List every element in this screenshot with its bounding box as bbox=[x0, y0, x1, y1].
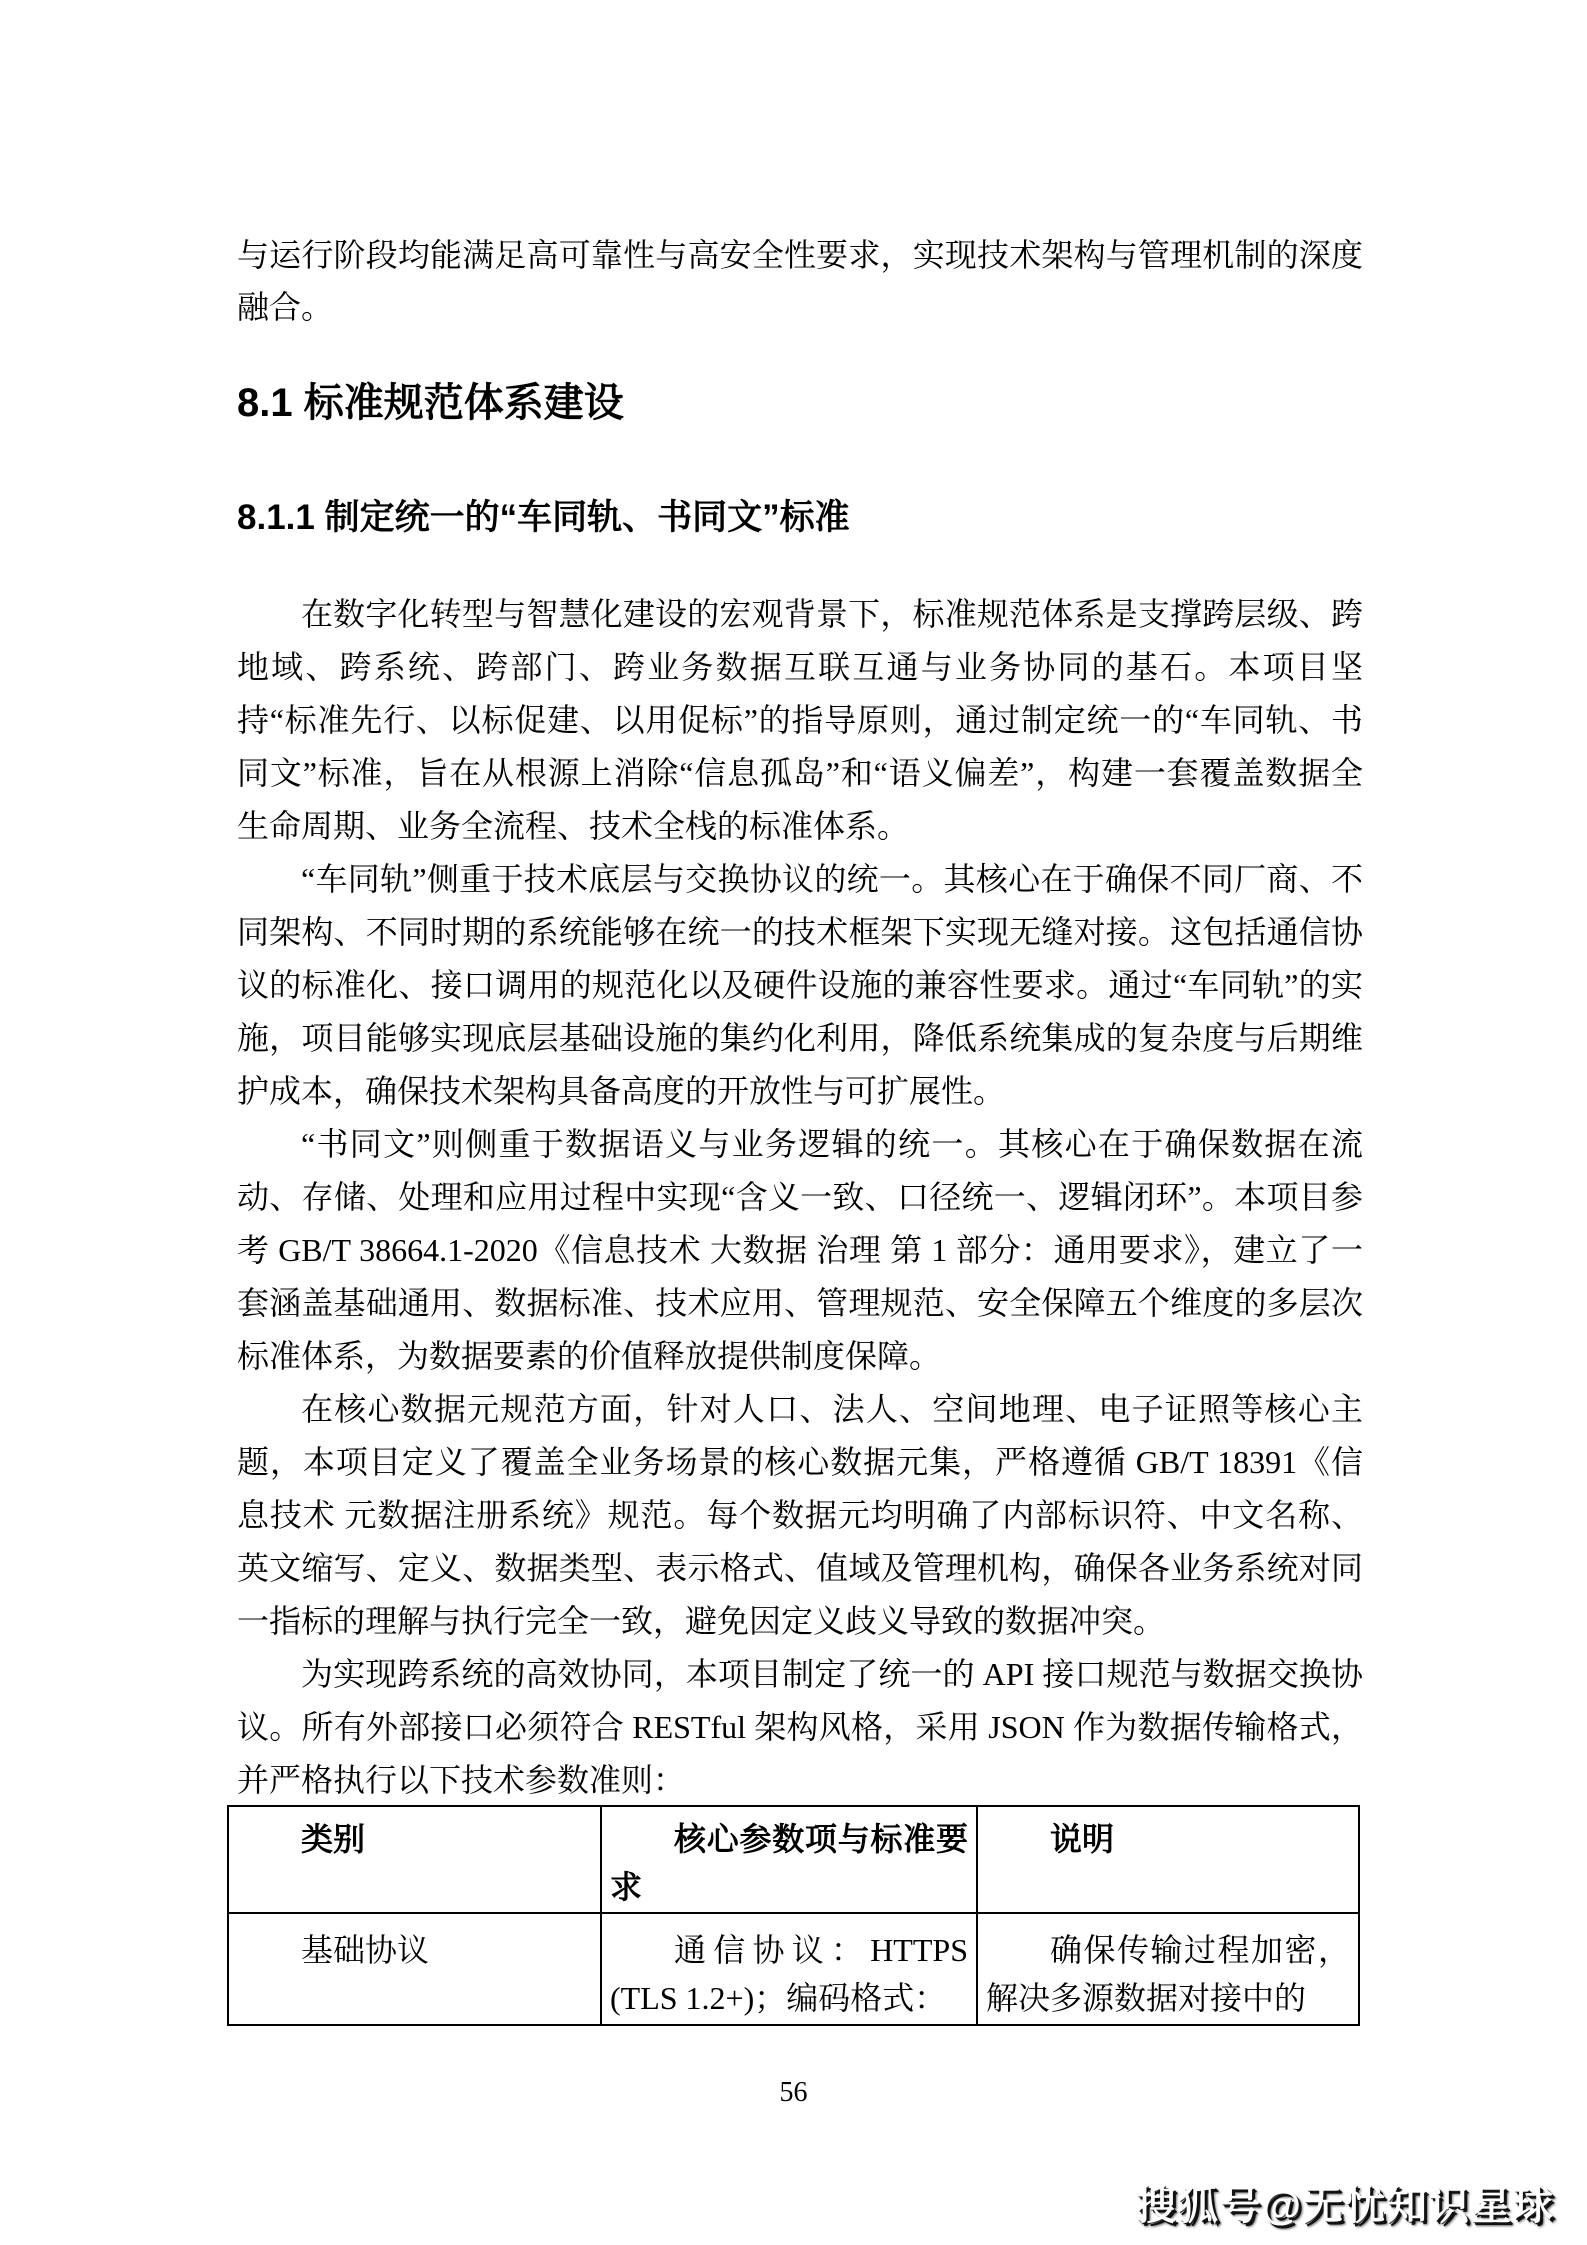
page-number: 56 bbox=[779, 2077, 808, 2108]
intro-continuation-paragraph: 与运行阶段均能满足高可靠性与高安全性要求，实现技术架构与管理机制的深度融合。 bbox=[237, 237, 1363, 325]
table-row bbox=[228, 1913, 1359, 2025]
paragraph-chetonggui: “车同轨”侧重于技术底层与交换协议的统一。其核心在于确保不同厂商、不同架构、不同时期的系统能够在统一的技术框架下实现无缝对接。这包括通信协议的标准化、接口调用的规范化以及硬件设施的兼容性要求。通过“车同轨”的实施，项目能够实现底层基础设施的集约化利用，降低系统集成的复杂度与后期维护成本，确保技术架构具备高度的开放性与可扩展性。 bbox=[237, 861, 1363, 1109]
parameters-table bbox=[227, 1805, 1360, 2026]
table-header-row bbox=[228, 1806, 1359, 1913]
paragraph-shutongwen: “书同文”则侧重于数据语义与业务逻辑的统一。其核心在于确保数据在流动、存储、处理和应用过程中实现“含义一致、口径统一、逻辑闭环”。本项目参考 GB/T 38664.1-2020《信息技术 大数据 治理 第 1 部分：通用要求》，建立了一套涵盖基础通用、数据标准、技术应用、管理规范、安全保障五个维度的多层次标准体系，为数据要素的价值释放提供制度保障。 bbox=[237, 1126, 1363, 1374]
paragraph-standards-background: 在数字化转型与智慧化建设的宏观背景下，标准规范体系是支撑跨层级、跨地域、跨系统、跨部门、跨业务数据互联互通与业务协同的基石。本项目坚持“标准先行、以标促建、以用促标”的指导原则，通过制定统一的“车同轨、书同文”标准，旨在从根源上消除“信息孤岛”和“语义偏差”，构建一套覆盖数据全生命周期、业务全流程、技术全栈的标准体系。 bbox=[237, 596, 1363, 844]
cell-category: 基础协议 bbox=[228, 1913, 601, 2025]
paragraph-core-data-element: 在核心数据元规范方面，针对人口、法人、空间地理、电子证照等核心主题，本项目定义了覆盖全业务场景的核心数据元集，严格遵循 GB/T 18391《信息技术 元数据注册系统》规范。每个数据元均明确了内部标识符、中文名称、英文缩写、定义、数据类型、表示格式、值域及管理机构，确保各业务系统对同一指标的理解与执行完全一致，避免因定义歧义导致的数据冲突。 bbox=[237, 1391, 1363, 1639]
cell-parameters: 通信协议：HTTPS (TLS 1.2+)；编码格式： bbox=[601, 1913, 977, 2025]
section-heading: 8.1 标准规范体系建设 bbox=[237, 381, 624, 425]
paragraph-api-standards: 为实现跨系统的高效协同，本项目制定了统一的 API 接口规范与数据交换协议。所有外部接口必须符合 RESTful 架构风格，采用 JSON 作为数据传输格式，并严格执行以下技术参数准则： bbox=[237, 1656, 1363, 1798]
body-paragraphs bbox=[237, 588, 1363, 1807]
header-cell-parameters: 核心参数项与标准要求 bbox=[601, 1806, 977, 1913]
header-cell-description: 说明 bbox=[977, 1806, 1359, 1913]
cell-description: 确保传输过程加密，解决多源数据对接中的 bbox=[977, 1913, 1359, 2025]
watermark-text: 搜狐号@无忧知识星球 bbox=[1135, 2184, 1555, 2228]
subsection-heading: 8.1.1 制定统一的“车同轨、书同文”标准 bbox=[237, 498, 850, 537]
header-cell-category: 类别 bbox=[228, 1806, 601, 1913]
